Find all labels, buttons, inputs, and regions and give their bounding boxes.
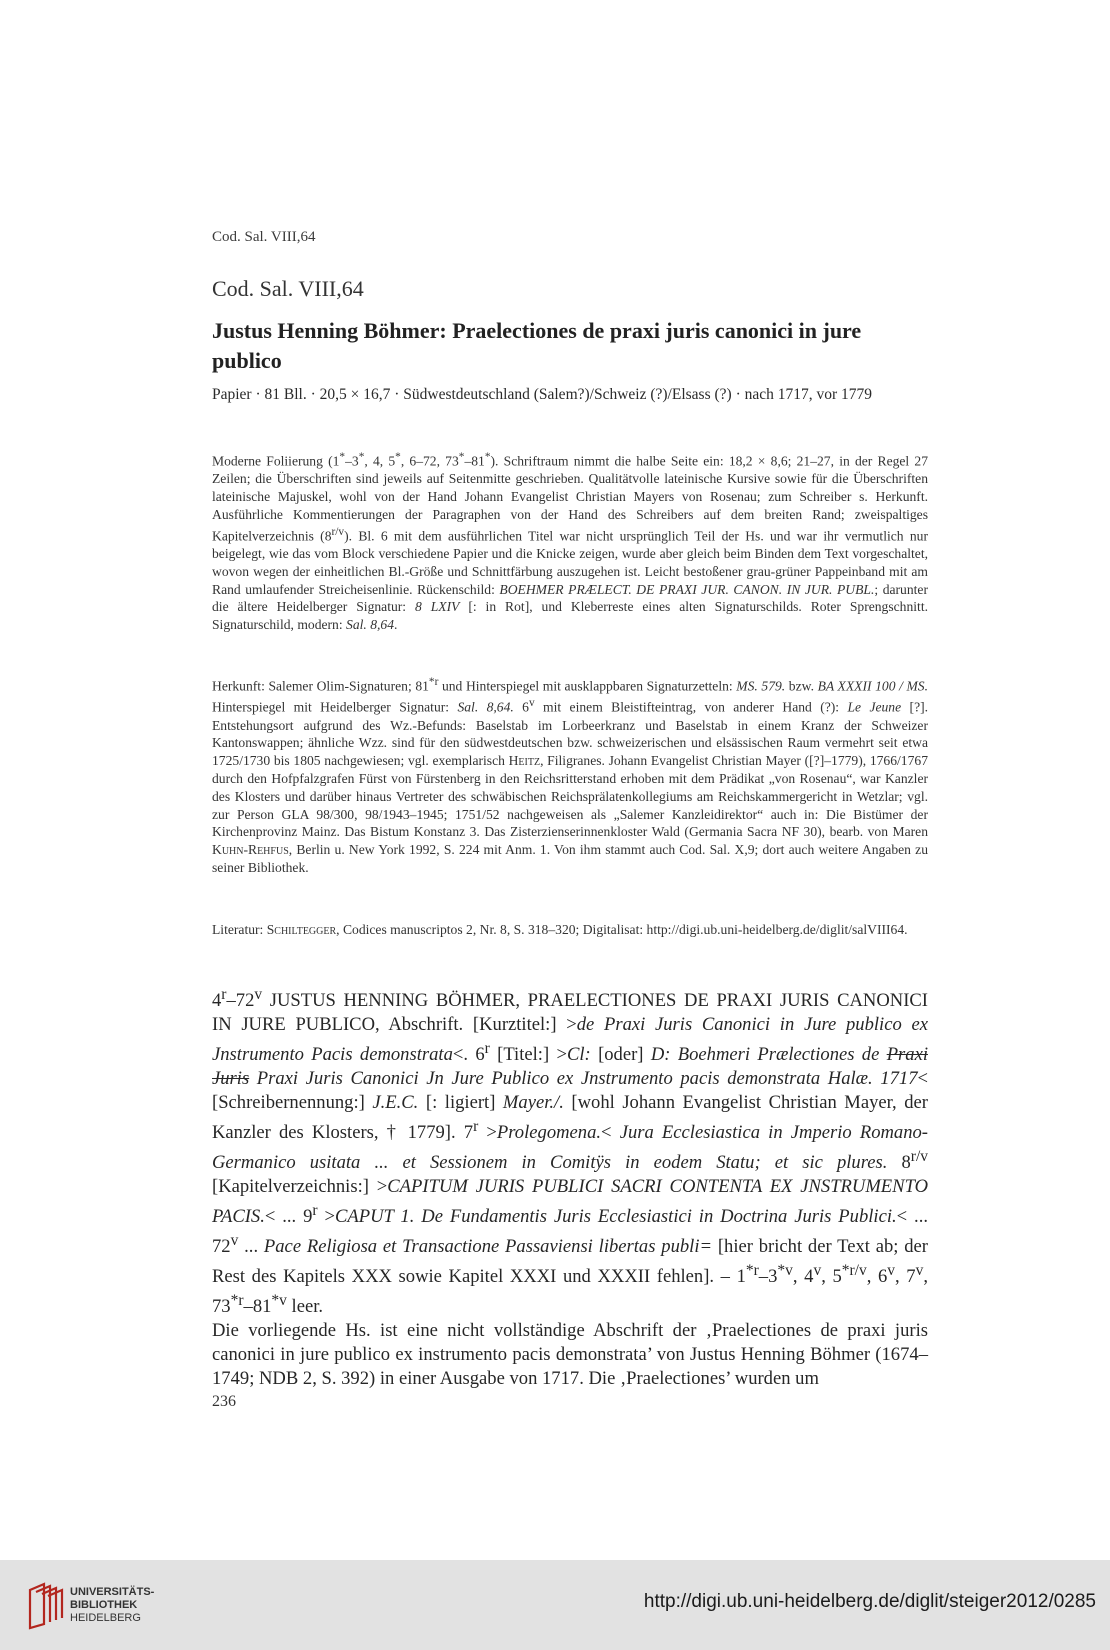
library-logo-icon: [24, 1580, 68, 1630]
viewer-footer: [0, 1560, 1110, 1650]
physical-description: Papier · 81 Bll. · 20,5 × 16,7 · Südwestdeutschland (Salem?)/Schweiz (?)/Elsass (?) · nach 1717, vor 1779: [212, 386, 873, 403]
page-number: 236: [212, 1393, 236, 1410]
running-head: Cod. Sal. VIII,64: [212, 229, 316, 245]
literature-paragraph: Literatur: Schiltegger, Codices manuscriptos 2, Nr. 8, S. 318–320; Digitalisat: http://digi.ub.uni-heidelberg.de/diglit/salVIII64.: [212, 922, 908, 937]
library-name: [70, 1586, 154, 1625]
work-title: Justus Henning Böhmer: Praelectiones de praxi juris canonici in jure publico: [212, 318, 862, 373]
library-name-line3: HEIDELBERG: [70, 1612, 141, 1624]
library-name-line2: BIBLIOTHEK: [70, 1599, 138, 1611]
codicology-paragraph: Moderne Foliierung (1*–3*, 4, 5*, 6–72, 73*–81*). Schriftraum nimmt die halbe Seite ein: 18,2 × 8,6; 21–27, in der Regel 27 Zeilen; die Überschriften sind jeweils auf Seitenmitte geschrieben. Qualitätvolle lateinische Kursive sowie für die Überschriften lateinische Majuskel, wohl von der Hand Johann Evangelist Christian Mayers von Rosenau; zum Schreiber s. Herkunft. Ausführliche Kommentierungen der Paragraphen von der Hand des Schreibers auf dem breiten Rand; zweispaltiges Kapitelverzeichnis $(8^{r/v})$. Bl. 6 mit dem ausführlichen Titel war nicht ursprünglich Teil der Hs. und war ihr vermutlich nur beigelegt, wie das vom Block verschiedene Papier und die Knicke zeigen, wurde aber gleich beim Binden dem Text vorgeschaltet, wovon wegen der einheitlichen Bl.-Größe und Schnittfärbung auszugehen ist. Leicht bestoßener grau-grüner Pappeinband mit am Rand umlaufender Streicheisenlinie. Rückenschild: BOEHMER PRÆLECT. DE PRAXI JUR. CANON. IN JUR. PUBL.; darunter die ältere Heidelberger Signatur: 8 LXIV [: in Rot], und Kleberreste eines alten Signaturschilds. Roter Sprengschnitt. Signaturschild, modern: Sal. 8,64.: [212, 451, 928, 633]
provenance-paragraph: Herkunft: Salemer Olim-Signaturen; 81$^{*r}$ und Hinterspiegel mit ausklappbaren Signaturzetteln: MS. 579. bzw. BA XXXII 100 / MS. Hinterspiegel mit Heidelberger Signatur: Sal. 8,64. 6$^v$ mit einem Bleistifteintrag, von anderer Hand (?): Le Jeune [?]. Entstehungsort aufgrund des Wz.-Befunds: Baselstab im Lorbeerkranz und Baselstab in einem Kranz der Schweizer Kantonswappen; ähnliche Wzz. sind für den südwestdeutschen bzw. schweizerischen und elsässischen Raum vermehrt seit etwa 1725/1730 bis 1805 nachgewiesen; vgl. exemplarisch Heitz, Filigranes. Johann Evangelist Christian Mayer ([?]–1779), 1766/1767 durch den Hofpfalzgrafen Fürst von Fürstenberg in den Reichsritterstand erhoben mit dem Prädikat „von Rosenau“, war Kanzler des Klosters und darüber hinaus Vertreter des schwäbischen Reichsprälatenkollegiums am Reichskammergericht in Wetzlar; vgl. zur Person GLA 98/300, 98/1943–1945; 1751/52 nachgeweisen als „Salemer Kanzleidirektor“ auch in: Die Bistümer der Kirchenprovinz Mainz. Das Bistum Konstanz 3. Das Zisterzienserinnenkloster Wald (Germania Sacra NF 30), bearb. von Maren Kuhn-Rehfus, Berlin u. New York 1992, S. 224 mit Anm. 1. Von ihm stammt auch Cod. Sal. X,9; dort auch weitere Angaben zu seiner Bibliothek.: [212, 676, 929, 876]
library-name-line1: UNIVERSITÄTS-: [70, 1586, 155, 1598]
permalink-url[interactable]: http://digi.ub.uni-heidelberg.de/diglit/steiger2012/0285: [643, 1591, 1096, 1612]
contents-description: 4$^r$–72$^v$ JUSTUS HENNING BÖHMER, PRAELECTIONES DE PRAXI JURIS CANONICI IN JURE PUBLICO, Abschrift. [Kurztitel:] >de Praxi Juris Canonici in Jure publico ex Jnstrumento Pacis demonstrata<. 6$^r$ [Titel:] >Cl: [oder] D: Boehmeri Prælectiones de Praxi Juris Praxi Juris Canonici Jn Jure Publico ex Jnstrumento pacis demonstrata Halæ. 1717< [Schreibernennung:] J.E.C. [: ligiert] Mayer./. [wohl Johann Evangelist Christian Mayer, der Kanzler des Klosters, † 1779]. $7^r$ >Prolegomena.< Jura Ecclesiastica in Jmperio Romano-Germanico usitata ... et Sessionem in Comitÿs in eodem Statu; et sic plures. $8^{r/v}$ [Kapitelverzeichnis:] >CAPITUM JURIS PUBLICI SACRI CONTENTA EX JNSTRUMENTO PACIS.< ... $9^r$ >CAPUT 1. De Fundamentis Juris Ecclesiastici in Doctrina Juris Publici.< ... 72$^v$ ... Pace Religiosa et Transactione Passaviensi libertas publi= [hier bricht der Text ab; der Rest des Kapitels XXX sowie Kapitel XXXI und XXXII fehlen]. – 1$^{*r}$–3$^{*v}$, 4$^v$, $5^{*r/v}$, 6$^v$, 7$^v$, 73$^{*r}$–81$^{*v}$ leer. Die vorliegende Hs. ist eine nicht vollständige Abschrift der ‚Praelectiones de praxi juris canonici in jure publico ex instrumento pacis demonstrata’ von Justus Henning Böhmer (1674–1749; NDB 2, S. 392) in einer Ausgabe von 1717. Die ‚Praelectiones’ wurden um: [212, 986, 929, 1390]
shelfmark-heading: Cod. Sal. VIII,64: [212, 276, 364, 301]
